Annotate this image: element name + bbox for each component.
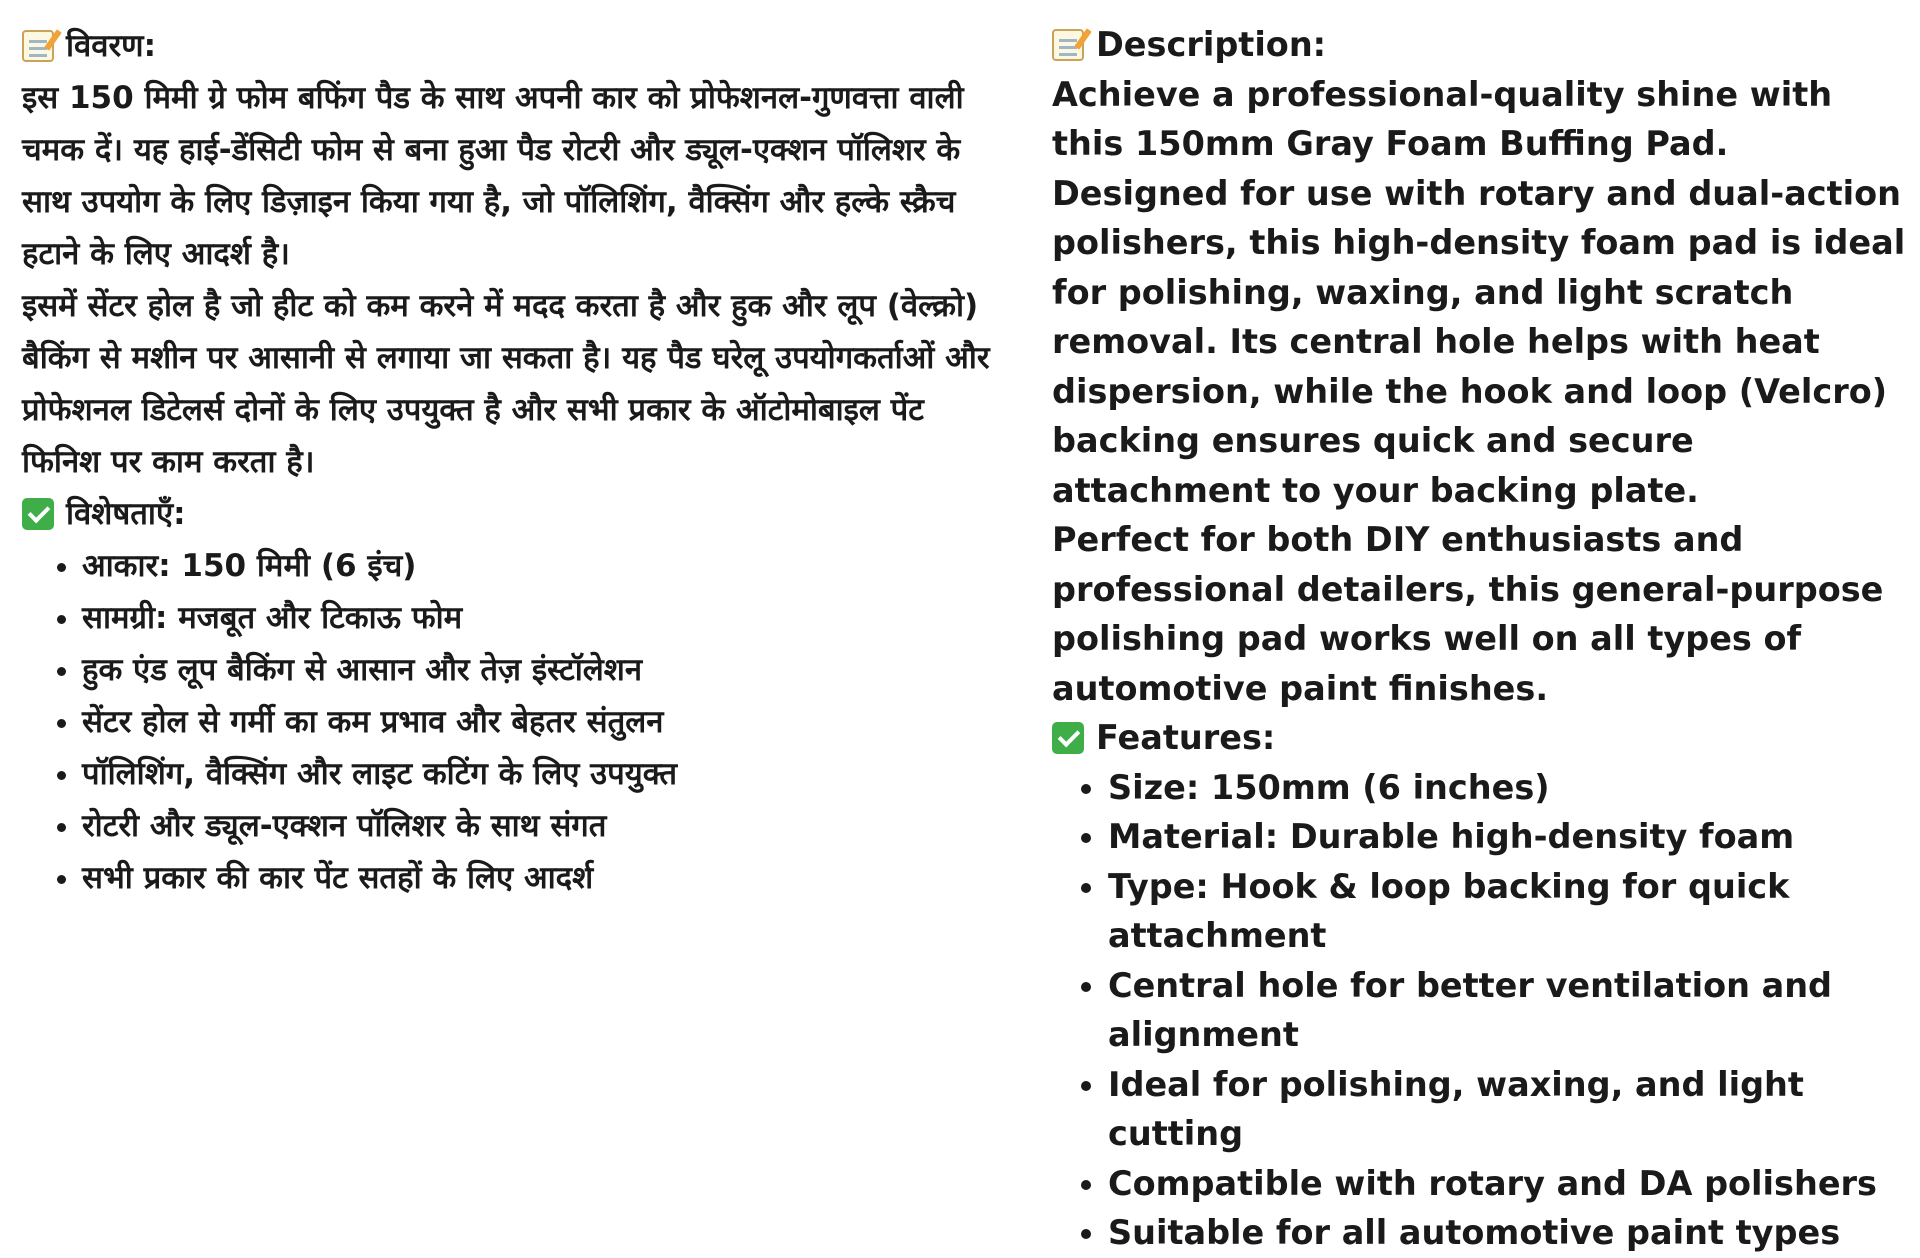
english-feature-item: • Compatible with rotary and DA polishers — [1108, 1159, 1912, 1209]
hindi-features-heading-text: विशेषताएँ: — [66, 496, 186, 532]
hindi-feature-item: • सेंटर होल से गर्मी का कम प्रभाव और बेहतर संतुलन — [82, 696, 1002, 748]
english-feature-item: • Size: 150mm (6 inches) — [1108, 763, 1912, 813]
english-description-paragraph: Achieve a professional-quality shine with this 150mm Gray Foam Buffing Pad. Designed for use with rotary and dual-action polishers, this high-density foam pad is ideal for polishing, waxing, and light scratch removal. Its central hole helps with heat dispersion, while the hook and loop (Velcro) backing ensures quick and secure attachment to your backing plate. — [1052, 74, 1906, 510]
english-description-heading-text: Description: — [1096, 25, 1327, 64]
english-feature-item: • Suitable for all automotive paint types — [1108, 1208, 1912, 1258]
hindi-feature-item: • आकार: 150 मिमी (6 इंच) — [82, 540, 1002, 592]
english-feature-item: • Type: Hook & loop backing for quick attachment — [1108, 862, 1912, 961]
hindi-feature-item: • सामग्री: मजबूत और टिकाऊ फोम — [82, 592, 1002, 644]
memo-icon — [1052, 29, 1084, 61]
english-description-heading — [1052, 20, 1912, 70]
hindi-features-list — [22, 540, 1002, 904]
hindi-feature-item: • सभी प्रकार की कार पेंट सतहों के लिए आदर्श — [82, 852, 1002, 904]
hindi-description-heading — [22, 20, 1002, 72]
english-column — [1052, 20, 1912, 1258]
english-feature-item: • Central hole for better ventilation and alignment — [1108, 961, 1912, 1060]
english-features-list — [1052, 763, 1912, 1258]
english-features-heading-text: Features: — [1096, 718, 1276, 757]
english-feature-item: • Material: Durable high-density foam — [1108, 812, 1912, 862]
check-mark-icon — [1052, 722, 1084, 754]
hindi-description-paragraph: इसमें सेंटर होल है जो हीट को कम करने में मदद करता है और हुक और लूप (वेल्क्रो) बैकिंग से मशीन पर आसानी से लगाया जा सकता है। यह पैड घरेलू उपयोगकर्ताओं और प्रोफेशनल डिटेलर्स दोनों के लिए उपयुक्त है और सभी प्रकार के ऑटोमोबाइल पेंट फिनिश पर काम करता है। — [22, 288, 990, 480]
hindi-feature-item: • रोटरी और ड्यूल-एक्शन पॉलिशर के साथ संगत — [82, 800, 1002, 852]
hindi-column — [22, 20, 1002, 904]
hindi-description-paragraph: इस 150 मिमी ग्रे फोम बफिंग पैड के साथ अपनी कार को प्रोफेशनल-गुणवत्ता वाली चमक दें। यह हाई-डेंसिटी फोम से बना हुआ पैड रोटरी और ड्यूल-एक्शन पॉलिशर के साथ उपयोग के लिए डिज़ाइन किया गया है, जो पॉलिशिंग, वैक्सिंग और हल्के स्क्रैच हटाने के लिए आदर्श है। — [22, 80, 964, 272]
hindi-features-heading — [22, 488, 1002, 540]
english-features-heading — [1052, 713, 1912, 763]
hindi-feature-item: • हुक एंड लूप बैकिंग से आसान और तेज़ इंस्टॉलेशन — [82, 644, 1002, 696]
english-description-paragraph: Perfect for both DIY enthusiasts and professional detailers, this general-purpose polishing pad works well on all types of automotive paint finishes. — [1052, 520, 1884, 708]
english-feature-item: • Ideal for polishing, waxing, and light cutting — [1108, 1060, 1912, 1159]
check-mark-icon — [22, 498, 54, 530]
hindi-feature-item: • पॉलिशिंग, वैक्सिंग और लाइट कटिंग के लिए उपयुक्त — [82, 748, 1002, 800]
memo-icon — [22, 30, 54, 62]
hindi-description-heading-text: विवरण: — [66, 28, 156, 64]
